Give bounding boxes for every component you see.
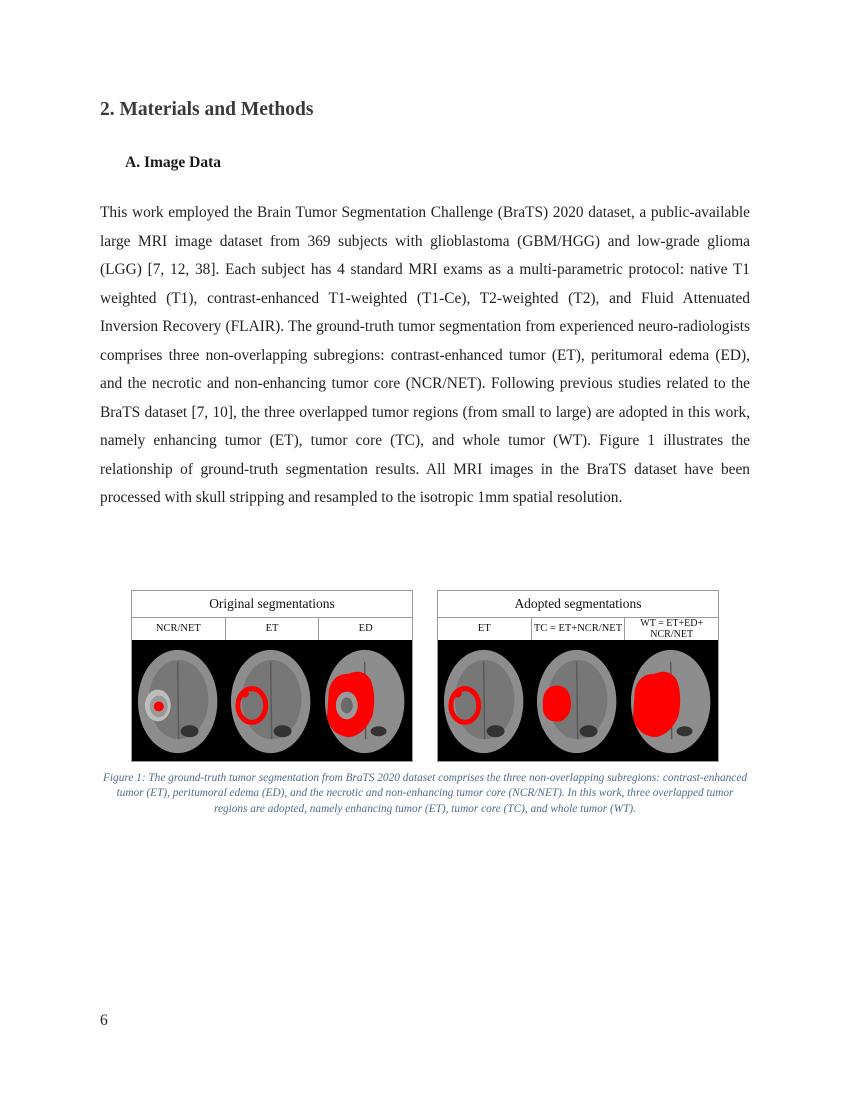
original-segmentations-panel xyxy=(131,590,413,762)
figure-caption: Figure 1: The ground-truth tumor segmentation from BraTS 2020 dataset comprises the three non-overlapping subregions: contrast-enhanced tumor (ET), peritumoral edema (ED), and the necrotic and non-enhancing tumor core (NCR/NET). In this work, three overlapped tumor regions are adopted, namely enhancing tumor (ET), tumor core (TC), and whole tumor (WT). xyxy=(103,772,747,815)
mri-image-wt xyxy=(625,640,718,761)
panel-title: Adopted segmentations xyxy=(438,591,718,618)
column-header-ed: ED xyxy=(358,623,373,634)
mri-image-ed xyxy=(319,640,412,761)
column-header-et: ET xyxy=(226,617,320,640)
column-header-row xyxy=(132,617,412,641)
mri-image-et xyxy=(438,640,531,761)
column-header-et: ET xyxy=(438,617,532,640)
column-header-wt: WT = ET+ED+ NCR/NET xyxy=(640,617,704,640)
body-paragraph: This work employed the Brain Tumor Segmentation Challenge (BraTS) 2020 dataset, a public-available large MRI image dataset from 369 subjects with glioblastoma (GBM/HGG) and low-grade glioma (LGG) [7, 12, 38]. Each subject has 4 standard MRI exams as a multi-parametric protocol: native T1 weighted (T1), contrast-enhanced T1-weighted (T1-Ce), T2-weighted (T2), and Fluid Attenuated Inversion Recovery (FLAIR). The ground-truth tumor segmentation from experienced neuro-radiologists comprises three non-overlapping subregions: contrast-enhanced tumor (ET), peritumoral edema (ED), and the necrotic and non-enhancing tumor core (NCR/NET). Following previous studies related to the BraTS dataset [7, 10], the three overlapped tumor regions (from small to large) are adopted in this work, namely enhancing tumor (ET), tumor core (TC), and whole tumor (WT). Figure 1 illustrates the relationship of ground-truth segmentation results. All MRI images in the BraTS dataset have been processed with skull stripping and resampled to the isotropic 1mm spatial resolution. xyxy=(100,204,750,506)
mri-image-row xyxy=(132,640,412,761)
section-title: 2. Materials and Methods xyxy=(100,99,314,120)
subsection-title: A. Image Data xyxy=(125,154,221,171)
mri-image-et xyxy=(225,640,318,761)
mri-image-tc xyxy=(531,640,624,761)
adopted-segmentations-panel xyxy=(437,590,719,762)
figure-1 xyxy=(131,590,719,762)
mri-image-ncr-net xyxy=(132,640,225,761)
column-header-ncr-net: NCR/NET xyxy=(132,617,226,640)
column-header-tc: TC = ET+NCR/NET xyxy=(532,617,626,640)
mri-image-row xyxy=(438,640,718,761)
page-number: 6 xyxy=(100,1012,108,1029)
panel-title: Original segmentations xyxy=(132,591,412,618)
column-header-row xyxy=(438,617,718,641)
